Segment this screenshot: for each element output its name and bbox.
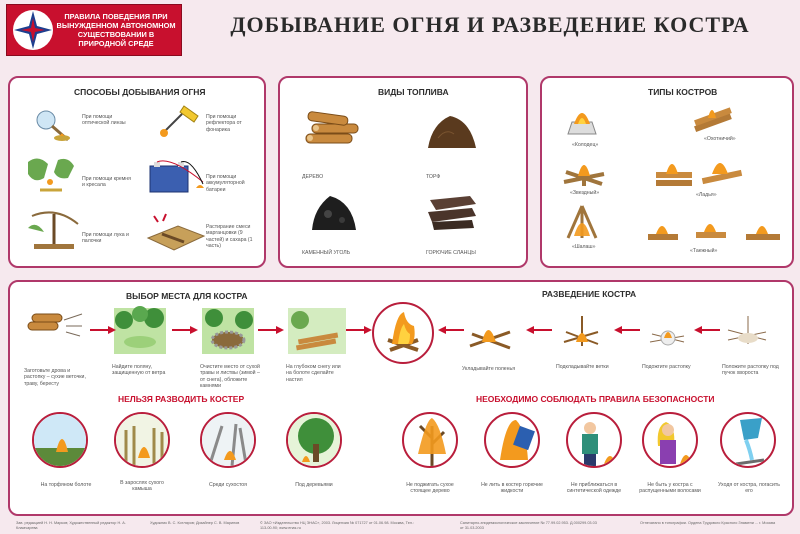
fuel-canister-fire-icon xyxy=(486,414,540,468)
under-tree-fire-icon xyxy=(288,414,342,468)
fire-methods-panel xyxy=(8,76,266,268)
cleared-site-icon xyxy=(200,306,256,356)
firewood-icon xyxy=(302,108,364,152)
logs-added-icon xyxy=(464,312,516,352)
fuel-coal-caption: КАМЕННЫЙ УГОЛЬ xyxy=(302,250,351,256)
reflector-caption: При помощи рефлектора от фонарика xyxy=(206,114,242,133)
arrow-right-icon xyxy=(346,326,372,334)
snow-platform-icon xyxy=(286,306,348,356)
safety-caption-1: Не поджигать сухое стоящее дерево xyxy=(406,482,454,495)
well-fire-icon xyxy=(560,102,604,138)
forbidden-caption-1: На торфяном болоте xyxy=(40,482,92,488)
coal-icon xyxy=(308,190,360,232)
safety-no-flammable-liquids xyxy=(484,412,540,468)
battery-icon xyxy=(144,158,208,198)
safety-no-dry-tree xyxy=(402,412,458,468)
flint-and-steel-icon xyxy=(24,152,80,194)
logo-text: ПРАВИЛА ПОВЕДЕНИЯ ПРИ ВЫНУЖДЕННОМ АВТОНОМНОМ СУЩЕСТВОВАНИИ В ПРИРОДНОЙ СРЕДЕ xyxy=(56,12,176,48)
bow-drill-icon xyxy=(24,208,82,252)
forbidden-caption-4: Под деревьями xyxy=(295,482,333,488)
forbidden-under-trees xyxy=(286,412,342,468)
safety-no-synthetic-clothes xyxy=(566,412,622,468)
arrow-right-icon xyxy=(258,326,284,334)
site-title: ВЫБОР МЕСТА ДЛЯ КОСТРА xyxy=(126,291,248,301)
safety-caption-5: Уходя от костра, погасить его xyxy=(718,482,780,495)
hunter-fire-caption: «Охотничий» xyxy=(704,136,736,142)
kindling-title: РАЗВЕДЕНИЕ КОСТРА xyxy=(542,289,637,299)
footer-certificate: Санитарно-эпидемиологическое заключение № 77.99.02.953. Д.000299.03.03 от 31.03.2003 xyxy=(460,521,597,530)
fuel-peat-caption: ТОРФ xyxy=(426,174,441,180)
site-step-2: Найдите поляну, защищенную от ветра xyxy=(112,364,166,377)
safety-title: НЕОБХОДИМО СОБЛЮДАТЬ ПРАВИЛА БЕЗОПАСНОСТИ xyxy=(476,394,715,404)
battery-caption: При помощи аккумуляторной батареи xyxy=(206,174,245,193)
flashlight-reflector-icon xyxy=(154,102,204,142)
footer-publisher: © ЗАО «Издательство НЦ ЭНАС», 2003. Лицензия № 071727 от 01.06.98. Москва, Тел.: 113-00-90; www.enas.ru xyxy=(260,521,415,530)
fuel-wood-caption: ДЕРЕВО xyxy=(302,174,324,180)
fire-types-panel xyxy=(540,76,794,268)
safety-caption-4: Не быть у костра с распущенными волосами xyxy=(639,482,701,495)
permanganate-caption: Растирание смеси марганцовки (9 частей) и сахара (1 часть) xyxy=(206,224,253,249)
fire-methods-title: СПОСОБЫ ДОБЫВАНИЯ ОГНЯ xyxy=(74,87,206,97)
campfire-icon xyxy=(374,304,432,362)
forbidden-dead-wood xyxy=(200,412,256,468)
lit-fire-circle xyxy=(372,302,434,364)
kindling-step-1: Укладывайте поленья xyxy=(462,366,516,372)
peat-bog-fire-icon xyxy=(34,414,88,468)
hut-fire-icon xyxy=(562,202,602,242)
star-emblem-icon xyxy=(11,8,55,52)
site-step-1: Заготовьте дрова и растопку – сухие веточки, траву, бересту xyxy=(24,368,86,387)
light-kindling-icon xyxy=(644,312,692,350)
boat-fire-icon xyxy=(650,146,746,192)
well-fire-caption: «Колодец» xyxy=(572,142,599,148)
burning-tree-icon xyxy=(404,414,458,468)
arrow-right-icon xyxy=(90,326,116,334)
arrow-left-icon xyxy=(526,326,552,334)
safety-no-loose-hair xyxy=(642,412,698,468)
kindling-under-twigs-icon xyxy=(722,310,774,350)
person-synthetic-clothes-icon xyxy=(568,414,622,468)
page-title: ДОБЫВАНИЕ ОГНЯ И РАЗВЕДЕНИЕ КОСТРА xyxy=(230,12,750,37)
arrow-left-icon xyxy=(438,326,464,334)
site-step-4: На глубоком снегу или на болоте сделайте настил xyxy=(286,364,341,383)
flint-caption: При помощи кремня и кресала xyxy=(82,176,131,189)
bucket-extinguish-icon xyxy=(722,414,776,468)
footer-printing: Отпечатано в типографии. Ордена Трудового Красного Знамени ... г. Москва xyxy=(640,521,776,525)
fuel-shale-caption: ГОРЮЧИЕ СЛАНЦЫ xyxy=(426,250,476,256)
boat-fire-caption: «Ладья» xyxy=(696,192,717,198)
fuel-title: ВИДЫ ТОПЛИВА xyxy=(378,87,449,97)
lens-caption: При помощи оптической линзы xyxy=(82,114,126,127)
bow-caption: При помощи лука и палочки xyxy=(82,232,129,245)
oil-shale-icon xyxy=(424,190,480,232)
hunter-fire-icon xyxy=(690,100,736,134)
footer xyxy=(0,518,800,534)
forbidden-caption-2: В зарослях сухого камыша xyxy=(120,480,164,493)
dead-wood-fire-icon xyxy=(202,414,256,468)
peat-icon xyxy=(424,108,480,152)
arrow-left-icon xyxy=(694,326,720,334)
footer-editors: Зав. редакцией Н. Н. Марков; Художественный редактор Н. А. Кламчарева xyxy=(16,521,126,530)
twigs-added-icon xyxy=(556,310,608,350)
hut-fire-caption: «Шалаш» xyxy=(572,244,596,250)
fire-types-title: ТИПЫ КОСТРОВ xyxy=(648,87,718,97)
taiga-fire-icon xyxy=(642,212,786,246)
forbidden-caption-3: Среди сухостоя xyxy=(209,482,247,488)
footer-artists: Художник В. С. Котляров; Дизайнер С. В. Маринов xyxy=(150,521,240,525)
arrow-right-icon xyxy=(172,326,198,334)
site-step-3: Очистите место от сухой травы и листвы (зимой – от снега), обложите камнями xyxy=(200,364,260,389)
lens-icon xyxy=(28,106,80,144)
fire-building-panel xyxy=(8,280,794,516)
forbidden-reeds xyxy=(114,412,170,468)
person-loose-hair-icon xyxy=(644,414,698,468)
kindling-step-3: Подожгите растопку xyxy=(642,364,691,370)
star-fire-caption: «Звездный» xyxy=(570,190,600,196)
safety-caption-3: Не приближаться в синтетической одежде xyxy=(566,482,622,495)
fuel-panel xyxy=(278,76,528,268)
reeds-fire-icon xyxy=(116,414,170,468)
kindling-step-4: Положите растопку под пучок хвороста xyxy=(722,364,779,377)
taiga-fire-caption: «Таежный» xyxy=(690,248,718,254)
wood-bundle-icon xyxy=(26,306,86,340)
permanganate-sugar-icon xyxy=(144,210,208,254)
clearing-icon xyxy=(112,306,168,356)
safety-extinguish xyxy=(720,412,776,468)
forbidden-title: НЕЛЬЗЯ РАЗВОДИТЬ КОСТЕР xyxy=(118,394,245,404)
safety-caption-2: Не лить в костер горючие жидкости xyxy=(481,482,543,495)
forbidden-peat-bog xyxy=(32,412,88,468)
kindling-step-2: Подкладывайте ветки xyxy=(556,364,609,370)
arrow-left-icon xyxy=(614,326,640,334)
logo xyxy=(6,4,182,56)
star-fire-icon xyxy=(562,152,606,188)
